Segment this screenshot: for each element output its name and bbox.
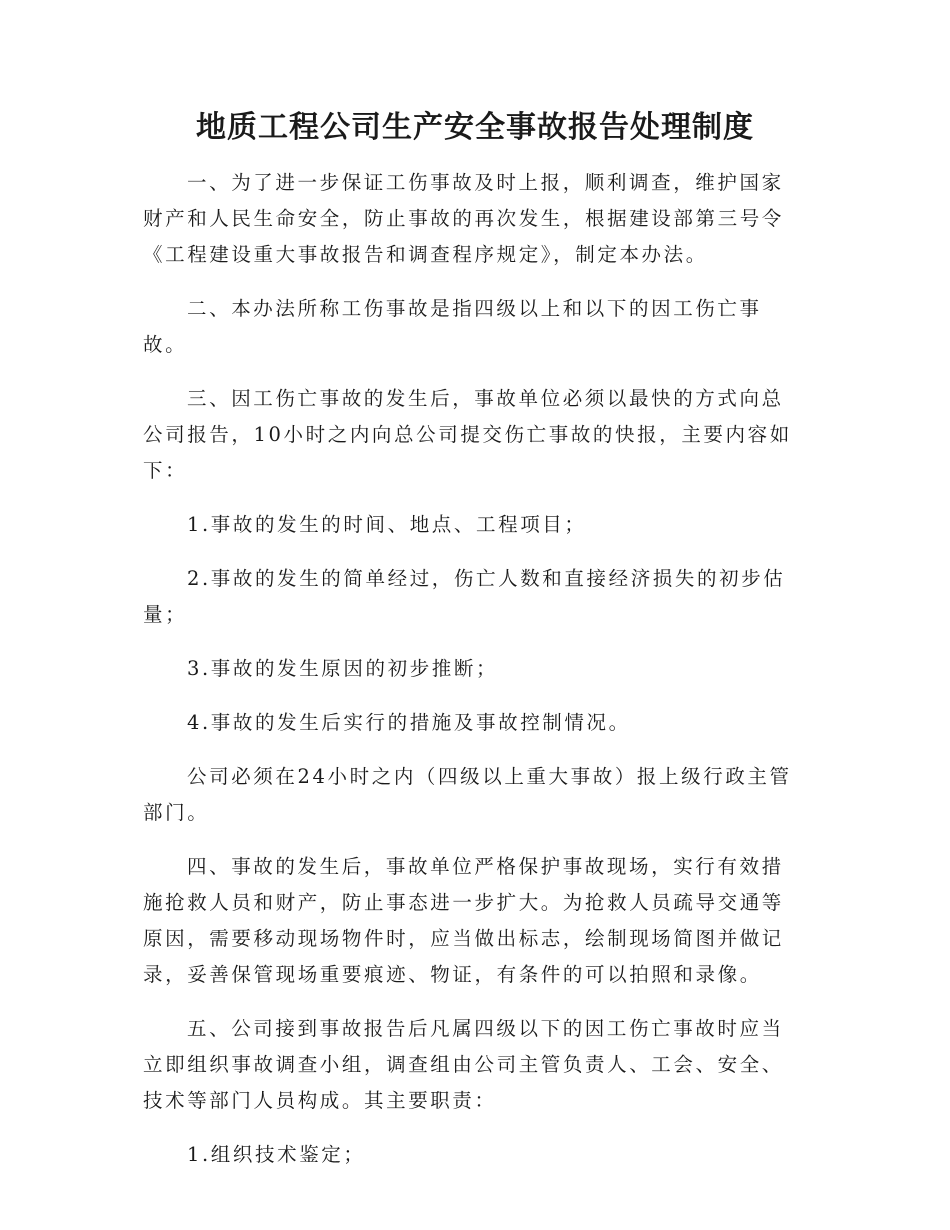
document-title: 地质工程公司生产安全事故报告处理制度 [196, 110, 754, 145]
paragraph-5: 五、公司接到事故报告后凡属四级以下的因工伤亡事故时应当立即组织事故调查小组，调查组由公司主管负责人、工会、安全、技术等部门人员构成。其主要职责： [143, 1017, 784, 1112]
paragraph-3: 三、因工伤亡事故的发生后，事故单位必须以最快的方式向总公司报告，10小时之内向总公司提交伤亡事故的快报，主要内容如下： [143, 387, 792, 482]
list-item-1: 1.事故的发生的时间、地点、工程项目； [187, 513, 587, 536]
list-item-duty-1: 1.组织技术鉴定； [187, 1143, 366, 1166]
list-item-2: 2.事故的发生的简单经过，伤亡人数和直接经济损失的初步估量； [143, 567, 786, 626]
paragraph-2: 二、本办法所称工伤事故是指四级以上和以下的因工伤亡事故。 [143, 297, 762, 356]
paragraph-report-deadline: 公司必须在24小时之内（四级以上重大事故）报上级行政主管部门。 [143, 765, 792, 824]
paragraph-4: 四、事故的发生后，事故单位严格保护事故现场，实行有效措施抢救人员和财产，防止事态进一步扩大。为抢救人员疏导交通等原因，需要移动现场物件时，应当做出标志，绘制现场简图并做记录，妥善保管现场重要痕迹、物证，有条件的可以拍照和录像。 [143, 855, 784, 986]
list-item-4: 4.事故的发生后实行的措施及事故控制情况。 [187, 711, 631, 734]
list-item-3: 3.事故的发生原因的初步推断； [187, 657, 499, 680]
document-body [143, 165, 805, 1191]
paragraph-1: 一、为了进一步保证工伤事故及时上报，顺利调查，维护国家财产和人民生命安全，防止事故的再次发生，根据建设部第三号令《工程建设重大事故报告和调查程序规定》，制定本办法。 [143, 171, 784, 266]
